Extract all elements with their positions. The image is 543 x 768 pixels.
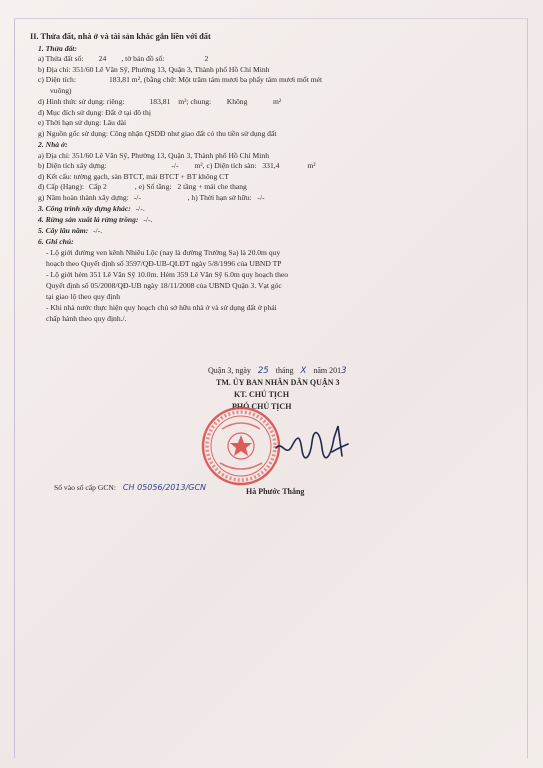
house-address: a) Địa chỉ: 351/60 Lê Văn Sỹ, Phường 13, Quận 3, Thành phố Hồ Chí Minh [38,151,270,160]
signing-month-label: tháng [275,366,294,375]
ownership-term-value: -/- [257,193,265,202]
house-heading: 2. Nhà ở: [38,140,68,149]
other-works-heading: 3. Công trình xây dựng khác: [38,204,131,213]
signing-month: X [300,366,307,376]
area-words: (bằng chữ: Một trăm tám mươi ba phẩy tám mươi mốt mét [143,75,323,84]
use-form-private: 183,81 [149,97,171,106]
use-form-unit: m² [272,97,282,106]
floor-area-unit: m² [307,161,316,170]
land-heading: 1. Thửa đất: [38,44,77,53]
floor-area-value: 331,4 [262,161,280,170]
floors-label: , e) Số tầng: [134,182,172,191]
signing-title: PHÓ CHỦ TỊCH [232,402,292,411]
land-purpose: đ) Mục đích sử dụng: Đất ở tại đô thị [38,108,151,117]
note-line: tại giao lộ theo quy định [46,292,121,301]
signing-date [208,366,347,376]
top-border-line [14,18,528,19]
area-unit: m², [131,75,142,84]
note-line: Quyết định số 05/2008/QĐ-UB ngày 18/11/2008 của UBND Quận 3. Vạt góc [46,281,282,290]
registry-value: CH 05056/2013/GCN [122,483,207,492]
built-area-value: -/- [171,161,179,170]
signer-name: Hà Phước Thắng [246,487,305,496]
signing-year-label: năm 201 [313,366,342,375]
forest-heading: 4. Rừng sản xuất là rừng trồng: [38,215,139,224]
grade-label: đ) Cấp (Hạng): [38,182,84,191]
official-seal-stamp [200,405,282,487]
perennial-row [38,226,102,237]
land-origin: g) Nguồn gốc sử dụng: Công nhận QSDĐ như giao đất có thu tiền sử dụng đất [38,129,277,138]
parcel-number: 24 [98,54,107,63]
signing-year-digit: 3 [341,366,347,376]
parcel-label: a) Thửa đất số: [38,54,84,63]
area-label: c) Diện tích: [38,75,76,84]
other-works-row [38,204,145,215]
year-value: -/- [133,193,141,202]
use-form-common-label: m²; chung: [178,97,212,106]
right-border-line [527,18,528,758]
land-area-row [38,75,322,86]
other-works-value: -/-. [135,204,145,213]
notes-heading: 6. Ghi chú: [38,237,74,246]
land-address: b) Địa chỉ: 351/60 Lê Văn Sỹ, Phường 13, Quận 3, Thành phố Hồ Chí Minh [38,65,270,74]
perennial-heading: 5. Cây lâu năm: [38,226,89,235]
note-line: chấp hành theo quy định./. [46,314,127,323]
house-area-row [38,161,316,172]
note-line: - Khi nhà nước thực hiện quy hoạch chủ sở hữu nhà ở và sử dụng đất ở phải [46,303,277,312]
forest-value: -/-. [143,215,153,224]
signing-org: TM. ỦY BAN NHÂN DÂN QUẬN 3 [216,378,340,387]
note-line: - Lộ giới đường ven kênh Nhiêu Lộc (nay là đường Trường Sa) là 20.0m quy [46,248,281,257]
left-border-line [14,18,15,758]
perennial-value: -/-. [93,226,103,235]
use-form-common: Không [226,97,248,106]
house-grade-row [38,182,247,193]
parcel-row [38,54,208,65]
signing-day: 25 [257,366,269,376]
handwritten-signature [272,418,350,468]
registry-row [54,483,206,492]
land-term: e) Thời hạn sử dụng: Lâu dài [38,118,127,127]
map-number: 2 [204,54,209,63]
area-words-continued: vuông) [50,86,72,95]
signing-place: Quận 3, ngày [208,366,251,375]
house-structure: d) Kết cấu: tường gạch, sàn BTCT, mái BTCT + BT không CT [38,172,229,181]
map-label: , tờ bản đồ số: [121,54,165,63]
built-area-label: b) Diện tích xây dựng: [38,161,107,170]
year-label: g) Năm hoàn thành xây dựng: [38,193,129,202]
floors-value: 2 tầng + mái che thang [177,182,247,191]
note-line: - Lộ giới hẻm 351 Lê Văn Sỹ 10.0m. Hẻm 359 Lê Văn Sỹ 6.0m quy hoạch theo [46,270,289,279]
use-form-row [38,97,281,108]
registry-label: Số vào sổ cấp GCN: [54,483,117,492]
house-year-row [38,193,265,204]
section-title: II. Thửa đất, nhà ở và tài sản khác gắn liền với đất [30,32,211,41]
note-line: hoạch theo Quyết định số 3597/QĐ-UB-QLĐT ngày 5/8/1996 của UBND TP [46,259,282,268]
signing-behalf: KT. CHỦ TỊCH [234,390,290,399]
grade-value: Cấp 2 [88,182,107,191]
forest-row [38,215,152,226]
area-value: 183,81 [108,75,130,84]
use-form-label: d) Hình thức sử dụng: riêng: [38,97,125,106]
floor-area-label: m², c) Diện tích sàn: [194,161,257,170]
ownership-term-label: , h) Thời hạn sở hữu: [187,193,252,202]
